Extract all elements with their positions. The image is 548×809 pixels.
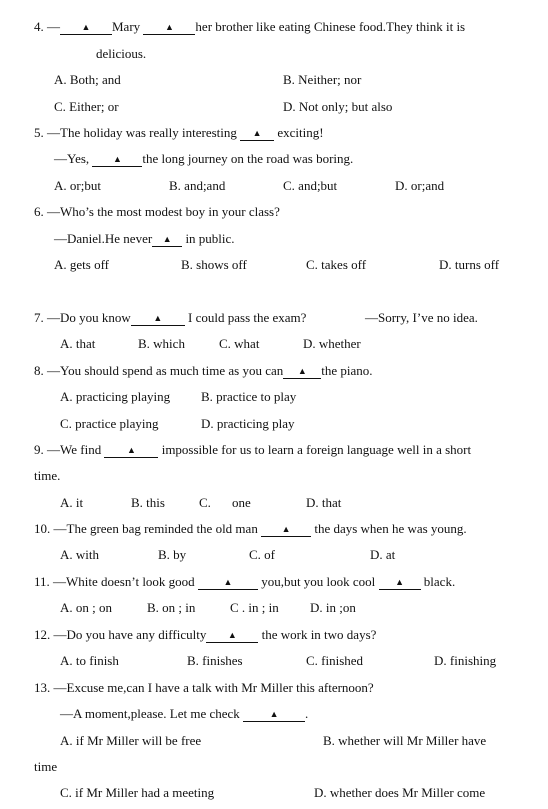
question-5-stem: 5. —The holiday was really interesting ▲ exciting! (34, 125, 324, 140)
option-d: D. practicing play (201, 416, 295, 431)
blank-triangle-icon: ▲ (126, 445, 136, 455)
answer-blank (240, 126, 274, 141)
option-a: A. with (60, 547, 99, 562)
option-d: D. Not only; but also (283, 99, 393, 114)
answer-blank (60, 20, 112, 35)
question-8-stem: 8. —You should spend as much time as you can ▲ the piano. (34, 363, 373, 378)
option-d: D. turns off (439, 257, 500, 272)
option-c: C. takes off (306, 257, 367, 272)
blank-triangle-icon: ▲ (112, 154, 122, 164)
question-7-response: —Sorry, I’ve no idea. (365, 310, 478, 325)
blank-triangle-icon: ▲ (81, 22, 91, 32)
option-d: D. that (306, 495, 342, 510)
option-d: D. whether does Mr Miller come (314, 785, 486, 800)
question-12-stem: 12. —Do you have any difficulty ▲ the work in two days? (34, 627, 377, 642)
option-c: C . in ; in (230, 600, 279, 615)
question-7-stem: 7. —Do you know ▲ I could pass the exam? (34, 310, 307, 325)
question-5-answer: —Yes, ▲ the long journey on the road was boring. (54, 151, 354, 166)
blank-triangle-icon: ▲ (162, 234, 172, 244)
option-d: D. whether (303, 336, 361, 351)
option-b: B. this (131, 495, 165, 510)
option-a: A. Both; and (54, 72, 121, 87)
blank-triangle-icon: ▲ (252, 128, 262, 138)
question-4-stem-cont: delicious. (96, 46, 147, 61)
option-b: B. by (158, 547, 187, 562)
option-c: C. practice playing (60, 416, 159, 431)
answer-blank (261, 522, 311, 537)
option-c-text: one (232, 495, 251, 510)
option-b: B. which (138, 336, 185, 351)
answer-blank (206, 628, 258, 643)
option-b: B. Neither; nor (283, 72, 362, 87)
option-d: D. finishing (434, 653, 497, 668)
question-9-stem-cont: time. (34, 468, 61, 483)
answer-blank (379, 575, 421, 590)
option-a: A. if Mr Miller will be free (60, 733, 202, 748)
blank-triangle-icon: ▲ (164, 22, 174, 32)
answer-blank (143, 20, 195, 35)
question-6-stem: 6. —Who’s the most modest boy in your class? (34, 204, 280, 219)
answer-blank (198, 575, 258, 590)
option-c: C. Either; or (54, 99, 119, 114)
option-b: B. practice to play (201, 389, 297, 404)
question-11-stem: 11. —White doesn’t look good ▲ you,but you look cool ▲ black. (34, 574, 456, 589)
answer-blank (104, 443, 158, 458)
option-a: A. gets off (54, 257, 110, 272)
option-c: C. of (249, 547, 275, 562)
option-b-cont: time (34, 759, 58, 774)
question-6-answer: —Daniel.He never ▲ in public. (54, 231, 235, 246)
answer-blank (243, 707, 305, 722)
blank-triangle-icon: ▲ (223, 577, 233, 587)
option-c: C. and;but (283, 178, 338, 193)
blank-triangle-icon: ▲ (153, 313, 163, 323)
option-c: C. if Mr Miller had a meeting (60, 785, 215, 800)
option-d: D. or;and (395, 178, 445, 193)
option-d: D. in ;on (310, 600, 356, 615)
question-13-stem: 13. —Excuse me,can I have a talk with Mr Miller this afternoon? (34, 680, 374, 695)
answer-blank (92, 152, 142, 167)
option-b: B. whether will Mr Miller have (323, 733, 487, 748)
question-13-answer: —A moment,please. Let me check ▲ . (60, 706, 309, 721)
answer-blank (152, 232, 182, 247)
option-a: A. on ; on (60, 600, 112, 615)
blank-triangle-icon: ▲ (395, 577, 404, 587)
option-a: A. that (60, 336, 96, 351)
option-c: C. finished (306, 653, 364, 668)
option-a: A. or;but (54, 178, 101, 193)
question-9-stem: 9. —We find ▲ impossible for us to learn a foreign language well in a short (34, 442, 472, 457)
blank-triangle-icon: ▲ (281, 524, 291, 534)
option-b: B. finishes (187, 653, 243, 668)
option-d: D. at (370, 547, 396, 562)
option-b: B. shows off (181, 257, 247, 272)
blank-triangle-icon: ▲ (297, 366, 307, 376)
option-a: A. practicing playing (60, 389, 171, 404)
option-c: C. (199, 495, 211, 510)
blank-triangle-icon: ▲ (269, 709, 279, 719)
option-b: B. on ; in (147, 600, 196, 615)
question-10-stem: 10. —The green bag reminded the old man ▲ the days when he was young. (34, 521, 467, 536)
option-a: A. it (60, 495, 84, 510)
answer-blank (131, 311, 185, 326)
option-c: C. what (219, 336, 260, 351)
option-b: B. and;and (169, 178, 226, 193)
blank-triangle-icon: ▲ (227, 630, 237, 640)
option-a: A. to finish (60, 653, 119, 668)
question-4-stem: 4. — ▲ Mary ▲ her brother like eating Chinese food.They think it is (34, 19, 466, 34)
answer-blank (283, 364, 321, 379)
